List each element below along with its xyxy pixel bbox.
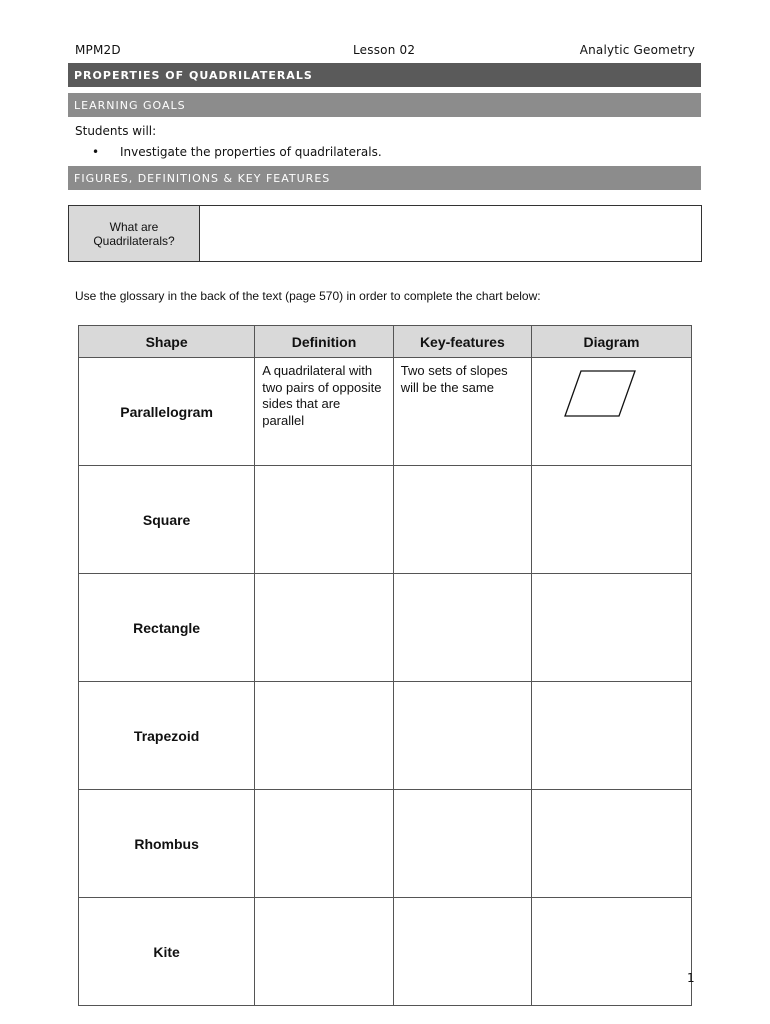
question-label: What are Quadrilaterals? — [69, 206, 200, 261]
figures-heading: FIGURES, DEFINITIONS & KEY FEATURES — [74, 171, 331, 185]
goals-intro: Students will: — [75, 124, 157, 138]
bullet: • — [92, 145, 100, 159]
definition-cell[interactable] — [255, 790, 394, 898]
goal-item — [92, 145, 382, 159]
diagram-cell[interactable] — [531, 682, 691, 790]
table-row — [79, 682, 692, 790]
instructions: Use the glossary in the back of the text (page 570) in order to complete the chart below: — [75, 289, 541, 303]
header-key-features: Key-features — [393, 326, 531, 358]
table-row — [79, 466, 692, 574]
parallelogram-diagram — [532, 358, 691, 428]
header-definition: Definition — [255, 326, 394, 358]
figures-bar — [68, 166, 701, 190]
key-features-cell[interactable] — [393, 682, 531, 790]
question-box — [68, 205, 702, 262]
key-features-cell[interactable] — [393, 466, 531, 574]
shape-cell: Parallelogram — [79, 358, 255, 466]
shape-cell: Kite — [79, 898, 255, 1006]
header-course: MPM2D — [75, 43, 121, 57]
definition-cell[interactable] — [255, 682, 394, 790]
shape-cell: Trapezoid — [79, 682, 255, 790]
learning-goals-heading: LEARNING GOALS — [74, 98, 186, 112]
shape-cell: Rectangle — [79, 574, 255, 682]
key-features-cell[interactable] — [393, 574, 531, 682]
definition-cell[interactable]: A quadrilateral with two pairs of opposite sides that are parallel — [255, 358, 394, 466]
key-features-cell[interactable]: Two sets of slopes will be the same — [393, 358, 531, 466]
quadrilateral-chart — [78, 325, 692, 1006]
diagram-cell[interactable] — [531, 466, 691, 574]
table-row — [79, 574, 692, 682]
key-features-cell[interactable] — [393, 898, 531, 1006]
learning-goals-bar — [68, 93, 701, 117]
header-lesson: Lesson 02 — [353, 43, 416, 57]
section-title-bar — [68, 63, 701, 87]
table-row — [79, 790, 692, 898]
diagram-cell[interactable] — [531, 358, 691, 466]
shape-cell: Rhombus — [79, 790, 255, 898]
header-diagram: Diagram — [531, 326, 691, 358]
key-features-cell[interactable] — [393, 790, 531, 898]
goal-text: Investigate the properties of quadrilaterals. — [120, 145, 382, 159]
definition-cell[interactable] — [255, 466, 394, 574]
definition-cell[interactable] — [255, 574, 394, 682]
diagram-cell[interactable] — [531, 790, 691, 898]
table-header-row — [79, 326, 692, 358]
table-row — [79, 898, 692, 1006]
question-answer-field[interactable] — [200, 206, 701, 261]
shape-cell: Square — [79, 466, 255, 574]
header-shape: Shape — [79, 326, 255, 358]
header-subject: Analytic Geometry — [579, 43, 695, 57]
diagram-cell[interactable] — [531, 898, 691, 1006]
table-row — [79, 358, 692, 466]
diagram-cell[interactable] — [531, 574, 691, 682]
section-title: PROPERTIES OF QUADRILATERALS — [74, 68, 313, 82]
definition-cell[interactable] — [255, 898, 394, 1006]
page-number: 1 — [687, 971, 695, 985]
